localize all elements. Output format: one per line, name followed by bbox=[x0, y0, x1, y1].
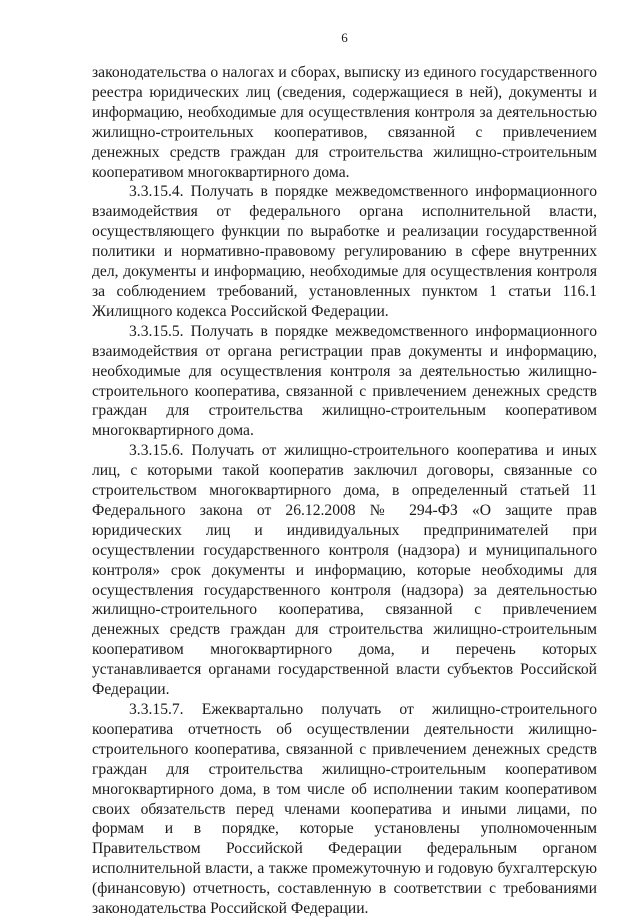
document-page bbox=[92, 30, 597, 919]
page-number: 6 bbox=[341, 30, 348, 45]
paragraph-3-3-15-5: 3.3.15.5. Получать в порядке межведомственного информационного взаимодействия от органа регистрации прав документы и информацию, необходимые для осуществления контроля за деятельностью жилищно-строительного кооператива, связанной с привлечением денежных средств граждан для строительства жилищно-строительным кооперативом многоквартирного дома. bbox=[92, 322, 597, 440]
paragraph-3-3-15-4: 3.3.15.4. Получать в порядке межведомственного информационного взаимодействия от федерального органа исполнительной власти, осуществляющего функции по выработке и реализации государственной политики и нормативно-правовому регулированию в сфере внутренних дел, документы и информацию, необходимые для осуществления контроля за соблюдением требований, установленных пунктом 1 статьи 116.1 Жилищного кодекса Российской Федерации. bbox=[92, 183, 597, 320]
paragraph-continuation: законодательства о налогах и сборах, выписку из единого государственного реестра юридических лиц (сведения, содержащиеся в ней), документы и информацию, необходимые для осуществления контроля за деятельностью жилищно-строительных кооперативов, связанной с привлечением денежных средств граждан для строительства жилищно-строительным кооперативом многоквартирного дома. bbox=[92, 64, 597, 181]
paragraph-3-3-15-7: 3.3.15.7. Ежеквартально получать от жилищно-строительного кооператива отчетность об осуществлении деятельности жилищно-строительного кооператива, связанной с привлечением денежных средств граждан для строительства жилищно-строительным кооперативом многоквартирного дома, в том числе об исполнении таким кооперативом своих обязательств перед членами кооператива и иными лицами, по формам и в порядке, которые установлены уполномоченным Правительством Российской Федерации федеральным органом исполнительной власти, а также промежуточную и годовую бухгалтерскую (финансовую) отчетность, составленную в соответствии с требованиями законодательства Российской Федерации. bbox=[92, 701, 597, 918]
paragraph-3-3-15-6: 3.3.15.6. Получать от жилищно-строительного кооператива и иных лиц, с которыми такой кооператив заключил договоры, связанные со строительством многоквартирного дома, в определенный статьей 11 Федерального закона от 26.12.2008 № 294-ФЗ «О защите прав юридических лиц и индивидуальных предпринимателей при осуществлении государственного контроля (надзора) и муниципального контроля» срок документы и информацию, которые необходимы для осуществления государственного контроля (надзора) за деятельностью жилищно-строительного кооператива, связанной с привлечением денежных средств граждан для строительства жилищно-строительным кооперативом многоквартирного дома, и перечень которых устанавливается органами государственной власти субъектов Российской Федерации. bbox=[92, 442, 597, 699]
